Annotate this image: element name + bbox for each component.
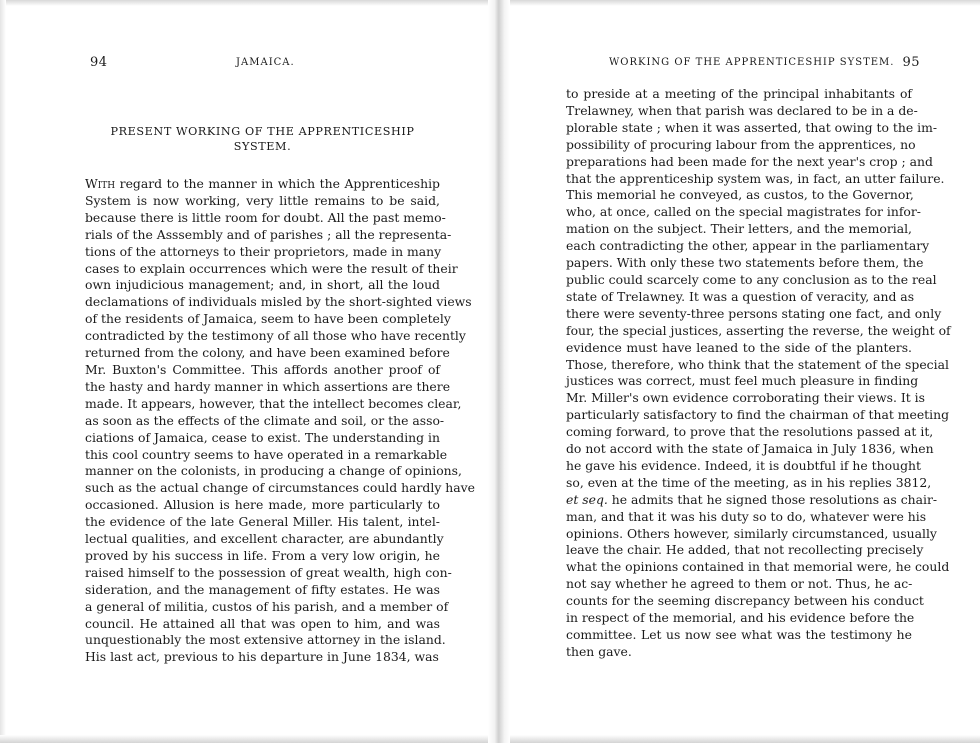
text-line: tions of the attorneys to their proprietors, made in many [85,243,442,259]
text-line: committee. Let us now see what was the testimony he [566,627,912,642]
text-line: the hasty and hardy manner in which assertions are there [85,378,451,394]
section-title: PRESENT WORKING OF THE APPRENTICESHIP SYSTEM. [110,125,415,153]
text-line: coming forward, to prove that the resolutions passed at it, [566,424,934,440]
text-line: Those, therefore, who think that the statement of the special [566,356,949,372]
text-line: because there is little room for doubt. All the past memo- [85,209,446,225]
text-line: preparations had been made for the next year's crop ; and [566,153,933,169]
text-line: council. He attained all that was open to him, and was [85,615,440,631]
text-line: public could scarcely come to any conclusion as to the real [566,271,937,287]
text-line: unquestionably the most extensive attorney in the island. [85,632,446,648]
text-line: declamations of individuals misled by the short-sighted views [85,294,472,310]
right-body-text [566,86,951,661]
text-line: do not accord with the state of Jamaica in July 1836, when [566,441,934,457]
text-line: a general of militia, custos of his parish, and a member of [85,598,449,614]
italic-phrase: et seq. [566,491,608,507]
first-word: With [85,176,116,191]
text-line: as soon as the effects of the climate and soil, or the asso- [85,412,445,428]
text-line: mation on the subject. Their letters, and the memorial, [566,221,912,237]
text-line: cases to explain occurrences which were the result of their [85,260,458,276]
text-line: Trelawney, when that parish was declared to be in a de- [566,102,918,118]
text-line: not say whether he agreed to them or not. Thus, he ac- [566,576,913,592]
text-line: Mr. Buxton's Committee. This affords another proof of [85,361,440,377]
text-line: what the opinions contained in that memorial were, he could [566,559,950,575]
text-line: leave the chair. He added, that not recollecting precisely [566,542,924,558]
text-line: possibility of procuring labour from the apprentices, no [566,136,916,152]
text-line: man, and that it was his duty so to do, whatever were his [566,508,927,524]
text-line: then gave. [566,643,632,659]
text-line: each contradicting the other, appear in the parliamentary [566,238,930,254]
left-page [85,55,475,666]
right-page [566,55,951,661]
right-page-number: 95 [902,55,920,70]
text-line: papers. With only these two statements before them, the [566,255,924,271]
text-line: plorable state ; when it was asserted, that owing to the im- [566,119,938,135]
text-line: evidence must have leaned to the side of the planters. [566,339,912,355]
book-gutter [488,0,510,743]
text-line: returned from the colony, and have been examined before [85,345,450,361]
text-line: particularly satisfactory to find the chairman of that meeting [566,407,950,423]
text-line: to preside at a meeting of the principal inhabitants of [566,86,912,101]
text-line: four, the special justices, asserting the reverse, the weight of [566,322,951,338]
text-line: the evidence of the late General Miller. His talent, intel- [85,514,440,530]
right-running-title: WORKING OF THE APPRENTICESHIP SYSTEM. [609,57,895,68]
text-line: This memorial he conveyed, as custos, to the Governor, [566,187,914,203]
text-line: opinions. Others however, similarly circumstanced, usually [566,525,937,541]
text-line: there were seventy-three persons stating one fact, and only [566,305,942,321]
text-line: rials of the Asssembly and of parishes ; all the representa- [85,226,452,242]
text-line: of the residents of Jamaica, seem to have been completely [85,311,451,327]
text-line: he gave his evidence. Indeed, it is doubtful if he thought [566,457,921,473]
text-line: justices was correct, must feel much pleasure in finding [566,373,919,389]
text-line: System is now working, very little remains to be said, [85,192,440,208]
text-line: such as the actual change of circumstances could hardly have [85,480,475,496]
text-line: manner on the colonists, in producing a change of opinions, [85,463,462,479]
text-line: who, at once, called on the special magistrates for infor- [566,204,921,220]
text-line: et seq. he admits that he signed those resolutions as chair- [566,491,938,507]
text-line: Mr. Miller's own evidence corroborating their views. It is [566,390,925,406]
text-line: With regard to the manner in which the Apprenticeship [85,176,440,191]
text-line: own injudicious management; and, in short, all the loud [85,277,440,293]
text-line: this cool country seems to have operated in a remarkable [85,446,448,462]
left-page-number: 94 [90,55,108,70]
text-line: that the apprenticeship system was, in fact, an utter failure. [566,170,945,186]
text-line: raised himself to the possession of great wealth, high con- [85,564,452,580]
text-line: occasioned. Allusion is here made, more particularly to [85,497,440,513]
text-line: made. It appears, however, that the intellect becomes clear, [85,395,462,411]
text-line: proved by his success in life. From a very low origin, he [85,547,440,563]
text-line: His last act, previous to his departure in June 1834, was [85,649,439,665]
text-line: sideration, and the management of fifty estates. He was [85,581,440,597]
text-line: ciations of Jamaica, cease to exist. The understanding in [85,429,440,445]
text-line: lectual qualities, and excellent character, are abundantly [85,531,444,547]
page-left-shadow [0,0,6,743]
text-line: so, even at the time of the meeting, as in his replies 3812, [566,474,932,490]
text-line: counts for the seeming discrepancy between his conduct [566,593,924,609]
text-line: in respect of the memorial, and his evidence before the [566,610,915,626]
text-line: contradicted by the testimony of all those who have recently [85,328,466,344]
left-body-text [85,176,475,666]
left-running-head [85,55,440,75]
text-line: state of Trelawney. It was a question of veracity, and as [566,288,915,304]
right-running-head [566,55,920,75]
left-running-title: JAMAICA. [236,57,295,68]
